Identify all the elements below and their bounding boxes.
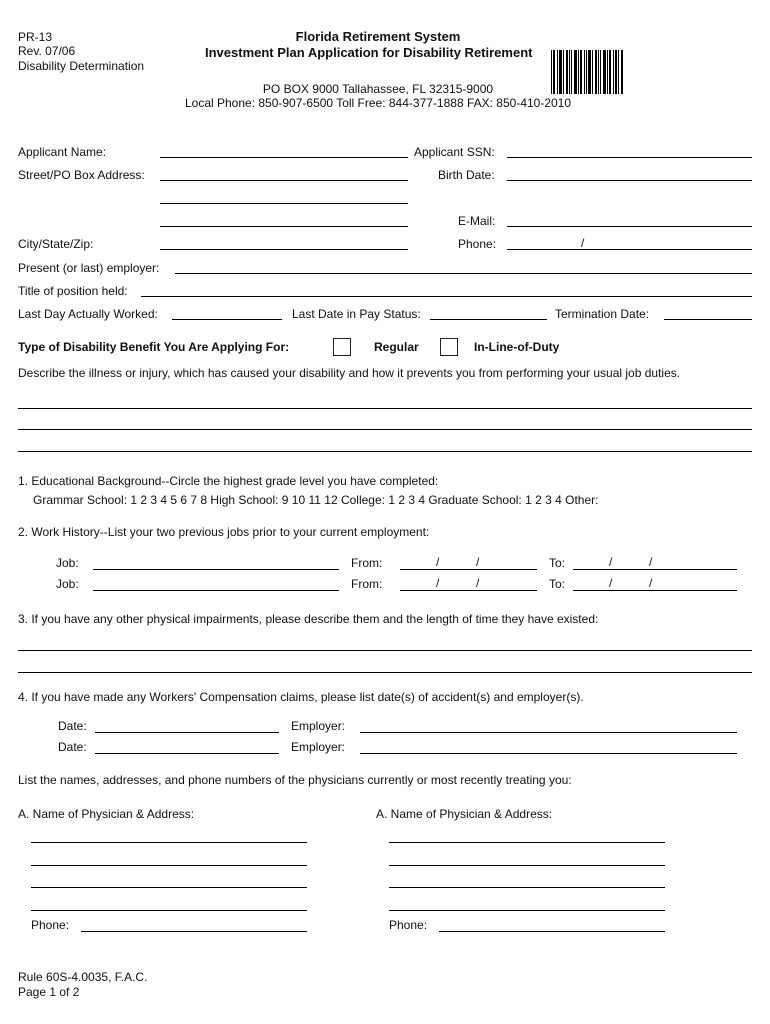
form-type: Disability Determination [18,59,145,73]
describe-illness-line-2[interactable] [18,429,752,430]
job-2-to-slash-1: / [609,576,613,590]
describe-illness-line-1[interactable] [18,408,752,409]
job-1-from-slash-2: / [476,555,480,569]
street-address-field[interactable] [160,180,408,181]
form-revision: Rev. 07/06 [18,44,76,58]
claim-1-employer-label: Employer: [291,719,346,733]
physician-1-phone-field[interactable] [81,931,307,932]
street-address-line-3[interactable] [160,226,408,227]
in-line-of-duty-label: In-Line-of-Duty [474,340,560,354]
claim-1-date-label: Date: [58,719,87,733]
claim-2-employer-field[interactable] [360,753,737,754]
birth-date-field[interactable] [507,180,752,181]
claim-2-date-field[interactable] [95,753,279,754]
claim-2-date-label: Date: [58,740,87,754]
education-heading: 1. Educational Background--Circle the highest grade level you have completed: [18,474,439,488]
termination-date-field[interactable] [664,319,752,320]
physicians-heading: List the names, addresses, and phone numbers of the physicians currently or most recently treating you: [18,773,572,787]
form-title: Florida Retirement System [295,29,461,44]
physician-2-phone-field[interactable] [439,931,665,932]
phone-field[interactable] [507,249,752,250]
job-1-from-label: From: [351,556,383,570]
last-pay-status-label: Last Date in Pay Status: [292,307,421,321]
form-subtitle: Investment Plan Application for Disability Retirement [205,45,533,60]
job-2-from-slash-2: / [476,576,480,590]
regular-checkbox[interactable] [333,338,351,356]
impairments-line-2[interactable] [18,672,752,673]
last-day-worked-field[interactable] [172,319,282,320]
phone-separator: / [581,236,585,250]
city-state-zip-label: City/State/Zip: [18,237,94,251]
job-2-to-field[interactable] [573,590,737,591]
workers-comp-heading: 4. If you have made any Workers' Compensation claims, please list date(s) of accident(s) and employer(s). [18,690,584,704]
claim-1-date-field[interactable] [95,732,279,733]
agency-phones: Local Phone: 850-907-6500 Toll Free: 844-377-1888 FAX: 850-410-2010 [184,96,572,110]
birth-date-label: Birth Date: [438,168,495,182]
physician-2-line-1[interactable] [389,842,665,843]
impairments-prompt: 3. If you have any other physical impairments, please describe them and the length of time they have existed: [18,612,599,626]
street-address-label: Street/PO Box Address: [18,168,145,182]
employer-field[interactable] [175,273,752,274]
physician-2-line-2[interactable] [389,865,665,866]
page-number: Page 1 of 2 [18,985,80,999]
physician-2-line-3[interactable] [389,887,665,888]
applicant-ssn-label: Applicant SSN: [414,145,495,159]
in-line-of-duty-checkbox[interactable] [440,338,458,356]
job-2-label: Job: [56,577,79,591]
describe-illness-prompt: Describe the illness or injury, which has caused your disability and how it prevents you from performing your usual job duties. [18,366,681,380]
job-2-from-slash-1: / [436,576,440,590]
email-field[interactable] [507,226,752,227]
work-history-heading: 2. Work History--List your two previous jobs prior to your current employment: [18,525,430,539]
last-day-worked-label: Last Day Actually Worked: [18,307,158,321]
job-1-from-slash-1: / [436,555,440,569]
job-1-to-slash-2: / [649,555,653,569]
email-label: E-Mail: [458,214,496,228]
position-title-field[interactable] [141,296,752,297]
job-2-from-field[interactable] [400,590,537,591]
job-1-field[interactable] [93,569,339,570]
street-address-line-2[interactable] [160,203,408,204]
physician-1-line-3[interactable] [31,887,307,888]
physician-1-line-2[interactable] [31,865,307,866]
benefit-type-question: Type of Disability Benefit You Are Applying For: [18,340,290,354]
city-state-zip-field[interactable] [160,249,408,250]
last-pay-status-field[interactable] [430,319,547,320]
regular-label: Regular [374,340,419,354]
termination-date-label: Termination Date: [555,307,650,321]
job-2-to-slash-2: / [649,576,653,590]
physician-1-label: A. Name of Physician & Address: [18,807,195,821]
education-levels: Grammar School: 1 2 3 4 5 6 7 8 High School: 9 10 11 12 College: 1 2 3 4 Graduate School: 1 2 3 4 Other: [33,493,599,507]
describe-illness-line-3[interactable] [18,451,752,452]
claim-2-employer-label: Employer: [291,740,346,754]
form-id: PR-13 [18,30,53,44]
applicant-name-field[interactable] [160,157,408,158]
rule-citation: Rule 60S-4.0035, F.A.C. [18,970,148,984]
applicant-name-label: Applicant Name: [18,145,107,159]
job-1-from-field[interactable] [400,569,537,570]
job-1-label: Job: [56,556,79,570]
job-1-to-field[interactable] [573,569,737,570]
physician-1-line-4[interactable] [31,910,307,911]
job-1-to-label: To: [549,556,566,570]
job-2-from-label: From: [351,577,383,591]
agency-address: PO BOX 9000 Tallahassee, FL 32315-9000 [262,82,494,96]
job-1-to-slash-1: / [609,555,613,569]
physician-1-line-1[interactable] [31,842,307,843]
position-title-label: Title of position held: [18,284,128,298]
physician-2-label: A. Name of Physician & Address: [376,807,553,821]
physician-1-phone-label: Phone: [31,918,70,932]
phone-label: Phone: [458,237,497,251]
impairments-line-1[interactable] [18,650,752,651]
physician-2-line-4[interactable] [389,910,665,911]
physician-2-phone-label: Phone: [389,918,428,932]
job-2-field[interactable] [93,590,339,591]
claim-1-employer-field[interactable] [360,732,737,733]
employer-label: Present (or last) employer: [18,261,160,275]
applicant-ssn-field[interactable] [507,157,752,158]
job-2-to-label: To: [549,577,566,591]
